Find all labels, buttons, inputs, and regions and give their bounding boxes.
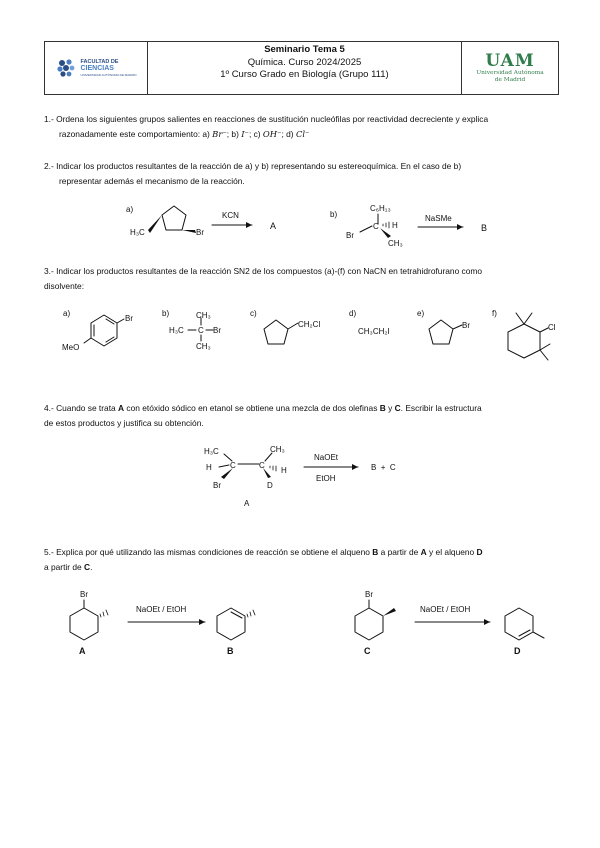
q2b-c6h13: C₆H₁₃ <box>370 204 391 213</box>
q2a-wedge-methyl <box>148 215 162 233</box>
q2a-wedge-br <box>182 230 196 233</box>
q2-line1: 2.- Indicar los productos resultantes de la reacción de a) y b) representando su estereoquímica. En el caso de b) <box>44 161 462 171</box>
q4-part2: con etóxido sódico en etanol se obtiene una mezcla de dos olefinas <box>124 403 380 413</box>
q5-bold-b: B <box>372 547 379 557</box>
q2b-product: B <box>481 223 488 233</box>
q3-label-d: d) <box>349 309 357 318</box>
q3f-cyclohexane <box>508 313 550 360</box>
q2b-reagent: NaSMe <box>425 214 452 223</box>
q2a-methyl-label: H₃C <box>130 228 145 237</box>
q4-h-right: H <box>281 466 287 475</box>
q3a-benzene <box>84 315 124 346</box>
q3b-h3c: H₃C <box>169 326 184 335</box>
q2a-label: a) <box>126 205 134 214</box>
q1-option-a: Br⁻ <box>212 129 227 139</box>
q4-label-a: A <box>244 499 250 508</box>
q5-bold-c: C <box>84 562 91 572</box>
q3c-ch2cl: CH₂Cl <box>298 320 321 329</box>
uam-logo-name-2: de Madrid <box>494 76 526 83</box>
q5-part1: 5.- Explica por qué utilizando las mismas condiciones de reacción se obtiene el alqueno <box>44 547 373 557</box>
q5-reagent-2: NaOEt / EtOH <box>420 605 471 614</box>
faculty-logo-line1: FACULTAD DE <box>80 58 119 65</box>
q3d-formula: CH₃CH₂I <box>358 327 390 336</box>
q1-option-d: Cl⁻ <box>295 129 310 139</box>
q2b-wedge-ch3 <box>380 228 391 238</box>
q5-line2-suffix: . <box>90 562 93 572</box>
q5-line2-prefix: a partir de <box>44 562 85 572</box>
q5-c-br: Br <box>365 590 373 599</box>
q4-c-left: C <box>230 461 236 470</box>
q5-b-cyclohexene <box>217 608 245 640</box>
q2b-bond-br <box>360 226 372 232</box>
q5-reagent-1: NaOEt / EtOH <box>136 605 187 614</box>
q4-part3: y <box>385 403 395 413</box>
q4-reagent-top: NaOEt <box>314 453 339 462</box>
q5-a-hash-methyl <box>100 610 108 617</box>
q3-line1: 3.- Indicar los productos resultantes de la reacción SN2 de los compuestos (a)-(f) con NaCN en tetrahidrofurano como <box>44 266 483 276</box>
q1-b-prefix: ; b) <box>226 129 242 139</box>
q4-reagent-bottom: EtOH <box>316 474 336 483</box>
q1-c-prefix: ; c) <box>248 129 263 139</box>
q2a-br-label: Br <box>196 228 204 237</box>
q2a-product: A <box>270 221 277 231</box>
q4-part4: . Escribir la estructura <box>400 403 482 413</box>
q2b-label: b) <box>330 210 338 219</box>
q3f-cl: Cl <box>548 323 556 332</box>
q2b-ch3: CH₃ <box>388 239 403 248</box>
q3e-cyclopentane <box>429 320 462 344</box>
q4-bold-a: A <box>118 403 125 413</box>
q4-h3c: H₃C <box>204 447 219 456</box>
q5-d-cyclohexene <box>505 608 544 640</box>
q3e-br: Br <box>462 321 470 330</box>
q2-line2: representar además el mecanismo de la reacción. <box>59 176 245 186</box>
q3-label-b: b) <box>162 309 170 318</box>
q4-ch3: CH₃ <box>270 445 285 454</box>
faculty-logo-sub: UNIVERSIDAD AUTÓNOMA DE MADRID <box>80 72 137 77</box>
q2a-cyclopentane <box>162 206 186 230</box>
uam-logo-mark: UAM <box>485 50 535 71</box>
q2b-center-c: C <box>373 222 379 231</box>
q1-option-c: OH⁻ <box>262 129 282 139</box>
q3b-ch3-top: CH₃ <box>196 311 211 320</box>
q3-label-e: e) <box>417 309 425 318</box>
q2b-br: Br <box>346 231 354 240</box>
q5-bold-a: A <box>420 547 427 557</box>
q5-label-a: A <box>79 646 86 656</box>
q5-c-cyclohexane <box>355 600 383 640</box>
q3b-ch3-bottom: CH₃ <box>196 342 211 351</box>
q2b-h: H <box>392 221 398 230</box>
q1-line2-prefix: razonadamente este comportamiento: a) <box>59 129 213 139</box>
q4-hash-h <box>270 466 276 471</box>
q3-label-f: f) <box>492 309 497 318</box>
q5-b-hash-methyl <box>247 610 255 617</box>
q4-products: B + C <box>371 463 396 472</box>
q1-option-b: I⁻ <box>241 129 249 139</box>
q4-bold-b: B <box>379 403 386 413</box>
course-label: 1º Curso Grado en Biología (Grupo 111) <box>220 69 389 80</box>
q4-d: D <box>267 481 273 490</box>
q5-part2: a partir de <box>378 547 421 557</box>
q3a-meo: MeO <box>62 343 80 352</box>
q5-part3: y el alqueno <box>426 547 477 557</box>
q3-line2: disolvente: <box>44 281 85 291</box>
q4-c-right: C <box>259 461 265 470</box>
faculty-logo-line2: CIENCIAS <box>80 64 114 72</box>
q3-label-c: c) <box>250 309 257 318</box>
q3c-cyclopentane <box>264 320 298 344</box>
uam-logo-name-1: Universidad Autónoma <box>476 69 544 76</box>
q5-label-d: D <box>514 646 521 656</box>
q1-line1: 1.- Ordena los siguientes grupos salientes en reacciones de sustitución nucleófilas por reactividad decreciente y explica <box>44 114 489 124</box>
q4-line2: de estos productos y justifica su obtención. <box>44 418 204 428</box>
q5-bold-d: D <box>476 547 483 557</box>
q3-label-a: a) <box>63 309 71 318</box>
q3b-br: Br <box>213 326 221 335</box>
q4-bold-c: C <box>394 403 401 413</box>
q5-label-b: B <box>227 646 234 656</box>
page-title: Seminario Tema 5 <box>264 44 345 55</box>
q1-d-prefix: ; d) <box>281 129 296 139</box>
q5-label-c: C <box>364 646 371 656</box>
page-subtitle: Química. Curso 2024/2025 <box>247 56 362 68</box>
q4-br: Br <box>213 481 221 490</box>
q2a-reagent: KCN <box>222 211 239 220</box>
q5-a-cyclohexane <box>70 600 98 640</box>
q4-h-left: H <box>206 463 212 472</box>
q5-c-wedge-methyl <box>383 608 396 616</box>
q3b-c: C <box>198 326 204 335</box>
q4-part1: 4.- Cuando se trata <box>44 403 119 413</box>
q5-a-br: Br <box>80 590 88 599</box>
q3a-br: Br <box>125 314 133 323</box>
q2b-hash-h <box>383 222 389 228</box>
